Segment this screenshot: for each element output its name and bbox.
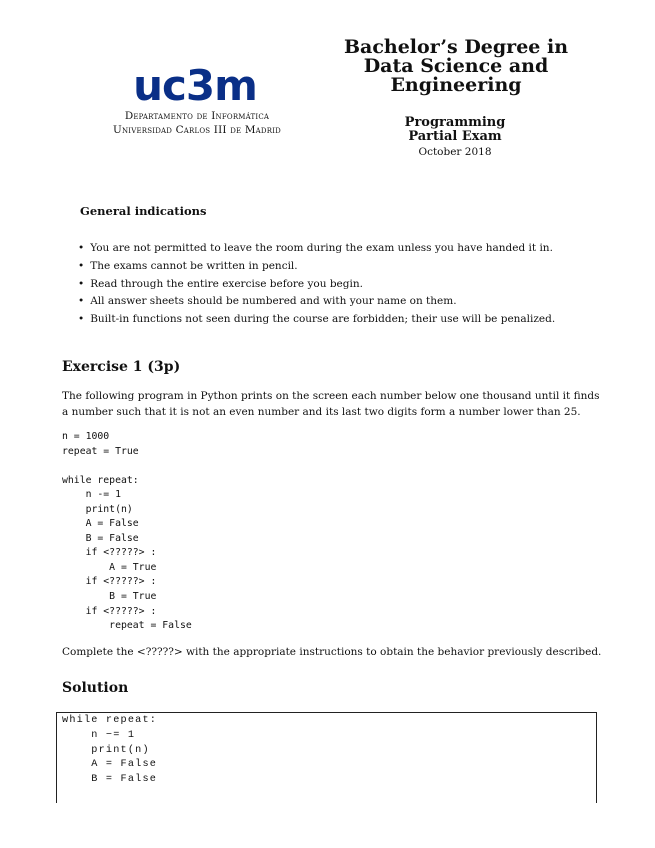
- exercise-title: Exercise 1 (3p): [62, 359, 181, 375]
- code-line: A = False: [62, 759, 158, 771]
- code-line: if <?????> :: [62, 576, 157, 588]
- code-line: print(n): [62, 744, 150, 756]
- code-line: while repeat:: [62, 715, 158, 726]
- code-line: B = False: [62, 774, 158, 786]
- code-line: B = True: [62, 591, 157, 603]
- exam-date: October 2018: [418, 146, 492, 158]
- exercise-code: [62, 430, 192, 634]
- code-line: n −= 1: [62, 729, 136, 741]
- university-name: Universidad Carlos III de Madrid: [113, 124, 281, 136]
- code-line: n = 1000: [62, 431, 110, 442]
- uc3m-logo: [124, 62, 266, 106]
- solution-code: [62, 714, 157, 788]
- course-line: Partial Exam: [408, 129, 502, 144]
- course-line: Programming: [404, 115, 506, 130]
- list-item: • The exams cannot be written in pencil.: [78, 258, 555, 276]
- degree-line: Engineering: [390, 74, 522, 96]
- code-line: [62, 459, 192, 474]
- code-line: A = False: [62, 518, 139, 530]
- exercise-intro: The following program in Python prints on the screen each number below one thousand until it finds a number such that it is not an even number and its last two digits form a number lower than 25.: [62, 390, 600, 418]
- list-item: • Read through the entire exercise before you begin.: [78, 276, 555, 294]
- code-line: print(n): [62, 503, 133, 515]
- list-item: • All answer sheets should be numbered and with your name on them.: [78, 293, 555, 311]
- general-indications-list: [78, 240, 555, 329]
- code-line: n -= 1: [62, 489, 121, 501]
- code-line: if <?????> :: [62, 605, 157, 617]
- general-indications-title: General indications: [80, 204, 207, 218]
- code-line: repeat = True: [62, 445, 139, 457]
- list-item: • Built-in functions not seen during the course are forbidden; their use will be penalized.: [78, 311, 555, 329]
- code-line: repeat = False: [62, 620, 192, 632]
- degree-title: [330, 38, 582, 95]
- code-line: B = False: [62, 532, 139, 544]
- department-block: [92, 109, 302, 137]
- degree-line: Bachelor’s Degree in: [343, 36, 569, 58]
- department-name: Departamento de Informática: [124, 110, 270, 122]
- solution-title: Solution: [62, 680, 129, 696]
- list-item: • You are not permitted to leave the room during the exam unless you have handed it in.: [78, 240, 555, 258]
- exercise-instruction: Complete the <?????> with the appropriate instructions to obtain the behavior previously described.: [62, 646, 602, 658]
- degree-line: Data Science and: [363, 55, 549, 77]
- logo-text: uc3m: [133, 62, 257, 106]
- code-line: if <?????> :: [62, 547, 157, 559]
- course-title: [380, 116, 530, 144]
- code-line: A = True: [62, 561, 157, 573]
- code-line: while repeat:: [62, 474, 139, 486]
